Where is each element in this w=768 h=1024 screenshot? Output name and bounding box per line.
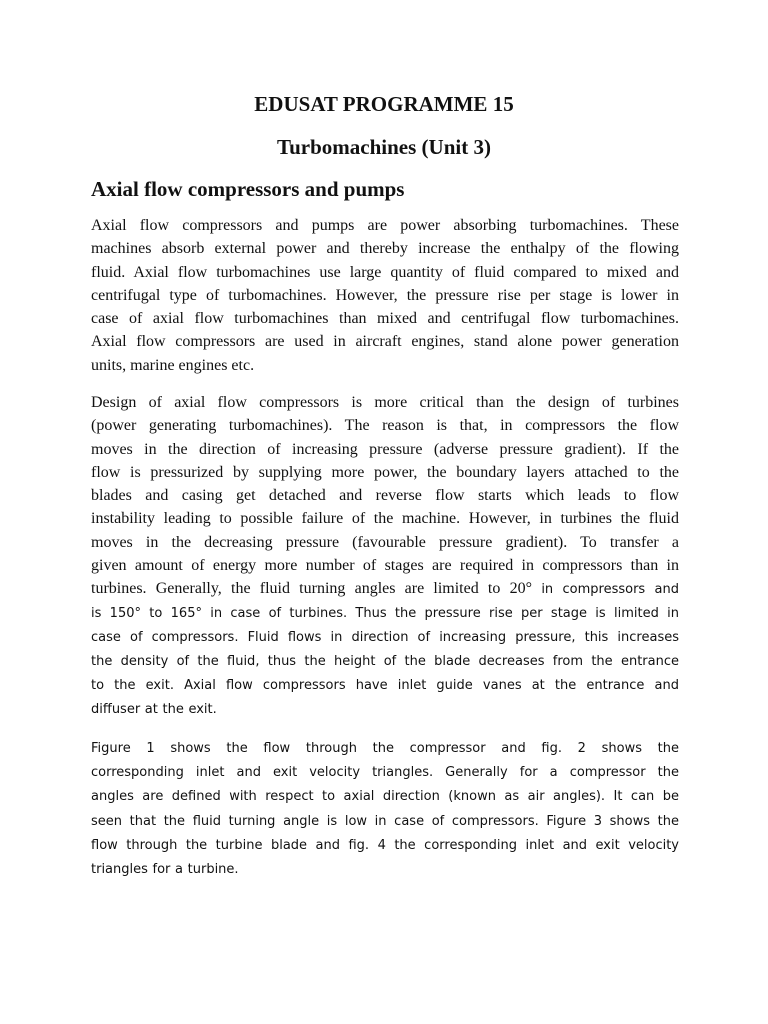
section-heading: Axial flow compressors and pumps xyxy=(91,177,405,201)
paragraph-line-mixed xyxy=(91,577,679,601)
paragraph-line: Design of axial flow compressors is more critical than the design of turbines xyxy=(91,394,679,411)
paragraph-line: instability leading to possible failure of the machine. However, in turbines the fluid xyxy=(91,510,679,528)
paragraph-line: given amount of energy more number of stages are required in compressors than in xyxy=(91,557,679,575)
paragraph-line: angles are defined with respect to axial direction (known as air angles). It can be xyxy=(91,789,679,805)
paragraph-line: moves in the decreasing pressure (favourable pressure gradient). To transfer a xyxy=(91,533,679,551)
paragraph-line: (power generating turbomachines). The reason is that, in compressors the flow xyxy=(91,417,679,435)
paragraph-line: centrifugal type of turbomachines. However, the pressure rise per stage is lower in xyxy=(91,286,679,304)
paragraph-line: triangles for a turbine. xyxy=(91,862,239,878)
paragraph-line: is 150° to 165° in case of turbines. Thus the pressure rise per stage is limited in xyxy=(91,605,679,621)
paragraph-line: Axial flow compressors and pumps are power absorbing turbomachines. These xyxy=(91,217,679,234)
paragraph-intro xyxy=(91,214,679,377)
paragraph-line: units, marine engines etc. xyxy=(91,356,255,374)
paragraph-line: moves in the direction of increasing pressure (adverse pressure gradient). If the xyxy=(91,440,679,458)
mixed-sans-text: in compressors and xyxy=(531,582,679,598)
paragraph-figures xyxy=(91,737,679,882)
paragraph-line: seen that the fluid turning angle is low in case of compressors. Figure 3 shows the xyxy=(91,813,679,829)
unit-title: Turbomachines (Unit 3) xyxy=(277,135,491,159)
paragraph-line: to the exit. Axial flow compressors have inlet guide vanes at the entrance and xyxy=(91,678,679,694)
paragraph-line: blades and casing get detached and reverse flow starts which leads to flow xyxy=(91,487,679,505)
paragraph-line: fluid. Axial flow turbomachines use large quantity of fluid compared to mixed and xyxy=(91,263,679,281)
mixed-serif-text: turbines. Generally, the fluid turning angles are limited to 20° xyxy=(91,580,532,598)
paragraph-line: the density of the fluid, thus the height of the blade decreases from the entrance xyxy=(91,654,679,670)
paragraph-line: case of compressors. Fluid flows in direction of increasing pressure, this increases xyxy=(91,629,679,645)
programme-title: EDUSAT PROGRAMME 15 xyxy=(254,92,514,116)
paragraph-line: machines absorb external power and thereby increase the enthalpy of the flowing xyxy=(91,240,679,258)
paragraph-line: Axial flow compressors are used in aircraft engines, stand alone power generation xyxy=(91,333,679,351)
paragraph-line: flow is pressurized by supplying more power, the boundary layers attached to the xyxy=(91,463,679,481)
paragraph-line: flow through the turbine blade and fig. 4 the corresponding inlet and exit velocity xyxy=(91,837,679,853)
paragraph-line: corresponding inlet and exit velocity triangles. Generally for a compressor the xyxy=(91,765,679,781)
paragraph-line: diffuser at the exit. xyxy=(91,702,217,718)
paragraph-line: case of axial flow turbomachines than mixed and centrifugal flow turbomachines. xyxy=(91,310,679,328)
paragraph-line: Figure 1 shows the flow through the compressor and fig. 2 shows the xyxy=(91,741,679,756)
paragraph-design xyxy=(91,391,679,723)
